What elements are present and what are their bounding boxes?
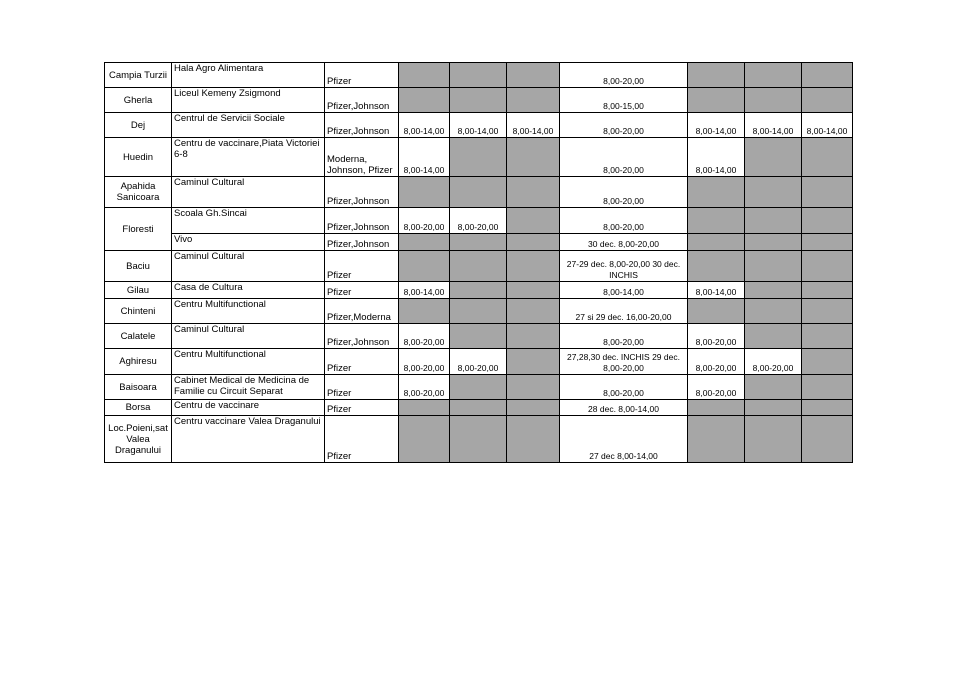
schedule-cell [688, 88, 745, 113]
site-cell: Cabinet Medical de Medicina de Familie cu Circuit Separat [172, 375, 325, 400]
schedule-cell [688, 251, 745, 282]
schedule-cell: 8,00-20,00 [560, 375, 688, 400]
schedule-cell [802, 177, 853, 208]
locality-cell: Huedin [105, 138, 172, 177]
table-row [105, 113, 853, 138]
table-row [105, 299, 853, 324]
schedule-cell [745, 234, 802, 251]
schedule-cell: 8,00-14,00 [560, 282, 688, 299]
site-cell: Centru de vaccinare,Piata Victoriei 6-8 [172, 138, 325, 177]
site-cell: Liceul Kemeny Zsigmond [172, 88, 325, 113]
schedule-cell [507, 63, 560, 88]
schedule-cell: 8,00-14,00 [399, 138, 450, 177]
schedule-cell [399, 63, 450, 88]
vaccine-cell: Pfizer [325, 282, 399, 299]
schedule-cell: 28 dec. 8,00-14,00 [560, 400, 688, 416]
schedule-cell: 27 si 29 dec. 16,00-20,00 [560, 299, 688, 324]
locality-cell: Loc.Poieni,sat Valea Draganului [105, 416, 172, 463]
schedule-cell [507, 400, 560, 416]
site-cell: Caminul Cultural [172, 324, 325, 349]
table-row [105, 138, 853, 177]
site-cell: Centrul de Servicii Sociale [172, 113, 325, 138]
schedule-cell: 8,00-20,00 [450, 208, 507, 234]
schedule-cell [802, 88, 853, 113]
schedule-cell: 8,00-15,00 [560, 88, 688, 113]
schedule-cell: 8,00-20,00 [399, 349, 450, 375]
site-cell: Vivo [172, 234, 325, 251]
site-cell: Caminul Cultural [172, 251, 325, 282]
schedule-cell: 8,00-20,00 [450, 349, 507, 375]
schedule-cell [802, 416, 853, 463]
schedule-cell: 8,00-20,00 [399, 324, 450, 349]
schedule-cell [745, 400, 802, 416]
schedule-cell [450, 299, 507, 324]
schedule-cell [802, 234, 853, 251]
locality-cell: Floresti [105, 208, 172, 251]
schedule-cell [507, 416, 560, 463]
locality-cell: Chinteni [105, 299, 172, 324]
schedule-cell [507, 251, 560, 282]
schedule-cell [507, 282, 560, 299]
locality-cell: Gilau [105, 282, 172, 299]
table-row [105, 282, 853, 299]
schedule-cell [399, 416, 450, 463]
schedule-cell: 8,00-14,00 [745, 113, 802, 138]
schedule-cell: 8,00-20,00 [560, 138, 688, 177]
locality-cell: Campia Turzii [105, 63, 172, 88]
schedule-cell [802, 251, 853, 282]
schedule-cell [450, 251, 507, 282]
schedule-cell [802, 138, 853, 177]
schedule-cell [450, 282, 507, 299]
schedule-cell: 30 dec. 8,00-20,00 [560, 234, 688, 251]
schedule-cell [507, 299, 560, 324]
schedule-cell [507, 234, 560, 251]
schedule-cell: 27 dec 8,00-14,00 [560, 416, 688, 463]
schedule-cell [450, 177, 507, 208]
site-cell: Hala Agro Alimentara [172, 63, 325, 88]
vaccine-cell: Pfizer,Johnson [325, 88, 399, 113]
schedule-cell [802, 282, 853, 299]
site-cell: Centru vaccinare Valea Draganului [172, 416, 325, 463]
schedule-cell: 8,00-14,00 [688, 282, 745, 299]
table-row [105, 400, 853, 416]
schedule-cell: 8,00-14,00 [688, 138, 745, 177]
schedule-cell: 8,00-14,00 [688, 113, 745, 138]
schedule-cell [745, 324, 802, 349]
site-cell: Casa de Cultura [172, 282, 325, 299]
schedule-cell [450, 88, 507, 113]
schedule-cell [450, 138, 507, 177]
locality-cell: Calatele [105, 324, 172, 349]
vaccine-cell: Pfizer,Moderna [325, 299, 399, 324]
site-cell: Scoala Gh.Sincai [172, 208, 325, 234]
schedule-cell [507, 177, 560, 208]
site-cell: Caminul Cultural [172, 177, 325, 208]
site-cell: Centru Multifunctional [172, 349, 325, 375]
schedule-cell [399, 88, 450, 113]
schedule-cell [507, 88, 560, 113]
schedule-cell [688, 234, 745, 251]
schedule-cell [507, 138, 560, 177]
table-row [105, 251, 853, 282]
schedule-cell [450, 234, 507, 251]
vaccine-cell: Pfizer [325, 349, 399, 375]
schedule-cell [688, 208, 745, 234]
locality-cell: Baisoara [105, 375, 172, 400]
schedule-cell: 8,00-14,00 [507, 113, 560, 138]
schedule-cell: 8,00-20,00 [688, 349, 745, 375]
schedule-cell: 8,00-20,00 [399, 208, 450, 234]
schedule-cell [399, 251, 450, 282]
schedule-cell [688, 400, 745, 416]
schedule-cell: 8,00-14,00 [399, 113, 450, 138]
schedule-cell [399, 177, 450, 208]
site-cell: Centru Multifunctional [172, 299, 325, 324]
vaccine-cell: Pfizer,Johnson [325, 113, 399, 138]
table-row [105, 234, 853, 251]
vaccine-cell: Pfizer,Johnson [325, 324, 399, 349]
schedule-cell: 8,00-14,00 [450, 113, 507, 138]
schedule-cell: 8,00-20,00 [688, 375, 745, 400]
schedule-cell [399, 234, 450, 251]
schedule-cell [450, 400, 507, 416]
schedule-cell [745, 88, 802, 113]
schedule-cell [802, 400, 853, 416]
schedule-cell [507, 208, 560, 234]
schedule-cell: 8,00-20,00 [745, 349, 802, 375]
table-row [105, 416, 853, 463]
schedule-cell [745, 251, 802, 282]
table-row [105, 88, 853, 113]
locality-cell: Apahida Sanicoara [105, 177, 172, 208]
table-row [105, 208, 853, 234]
schedule-cell [688, 299, 745, 324]
table-row [105, 375, 853, 400]
schedule-cell [745, 63, 802, 88]
vaccine-cell: Pfizer,Johnson [325, 177, 399, 208]
site-cell: Centru de vaccinare [172, 400, 325, 416]
schedule-cell: 8,00-14,00 [802, 113, 853, 138]
schedule-cell [450, 324, 507, 349]
schedule-cell [802, 208, 853, 234]
schedule-cell [802, 299, 853, 324]
vaccine-cell: Pfizer [325, 375, 399, 400]
schedule-cell [745, 208, 802, 234]
vaccine-cell: Pfizer [325, 251, 399, 282]
schedule-cell [745, 416, 802, 463]
vaccine-cell: Pfizer,Johnson [325, 208, 399, 234]
schedule-cell [688, 177, 745, 208]
table-row [105, 177, 853, 208]
schedule-cell [507, 349, 560, 375]
locality-cell: Baciu [105, 251, 172, 282]
table-row [105, 63, 853, 88]
vaccine-cell: Pfizer [325, 400, 399, 416]
table-row [105, 324, 853, 349]
schedule-cell [802, 324, 853, 349]
schedule-cell [399, 400, 450, 416]
schedule-cell [507, 324, 560, 349]
schedule-cell [688, 416, 745, 463]
vaccine-cell: Pfizer,Johnson [325, 234, 399, 251]
vaccine-cell: Pfizer [325, 416, 399, 463]
vaccine-cell: Pfizer [325, 63, 399, 88]
vaccine-cell: Moderna, Johnson, Pfizer [325, 138, 399, 177]
schedule-cell: 8,00-20,00 [560, 208, 688, 234]
schedule-cell [745, 138, 802, 177]
schedule-cell: 8,00-20,00 [560, 113, 688, 138]
locality-cell: Gherla [105, 88, 172, 113]
schedule-cell: 27-29 dec. 8,00-20,00 30 dec. INCHIS [560, 251, 688, 282]
schedule-cell: 8,00-14,00 [399, 282, 450, 299]
vaccination-schedule-table [104, 62, 853, 463]
schedule-cell [688, 63, 745, 88]
schedule-cell [802, 349, 853, 375]
schedule-cell [450, 375, 507, 400]
schedule-cell: 8,00-20,00 [560, 324, 688, 349]
schedule-cell [745, 299, 802, 324]
schedule-cell: 27,28,30 dec. INCHIS 29 dec. 8,00-20,00 [560, 349, 688, 375]
locality-cell: Dej [105, 113, 172, 138]
schedule-cell [507, 375, 560, 400]
locality-cell: Borsa [105, 400, 172, 416]
schedule-cell [802, 63, 853, 88]
schedule-cell [450, 63, 507, 88]
schedule-cell [745, 177, 802, 208]
schedule-cell: 8,00-20,00 [560, 63, 688, 88]
schedule-cell: 8,00-20,00 [399, 375, 450, 400]
schedule-cell [745, 375, 802, 400]
table-row [105, 349, 853, 375]
schedule-cell [450, 416, 507, 463]
locality-cell: Aghiresu [105, 349, 172, 375]
schedule-cell: 8,00-20,00 [688, 324, 745, 349]
schedule-cell [745, 282, 802, 299]
schedule-cell [399, 299, 450, 324]
schedule-cell [802, 375, 853, 400]
schedule-cell: 8,00-20,00 [560, 177, 688, 208]
